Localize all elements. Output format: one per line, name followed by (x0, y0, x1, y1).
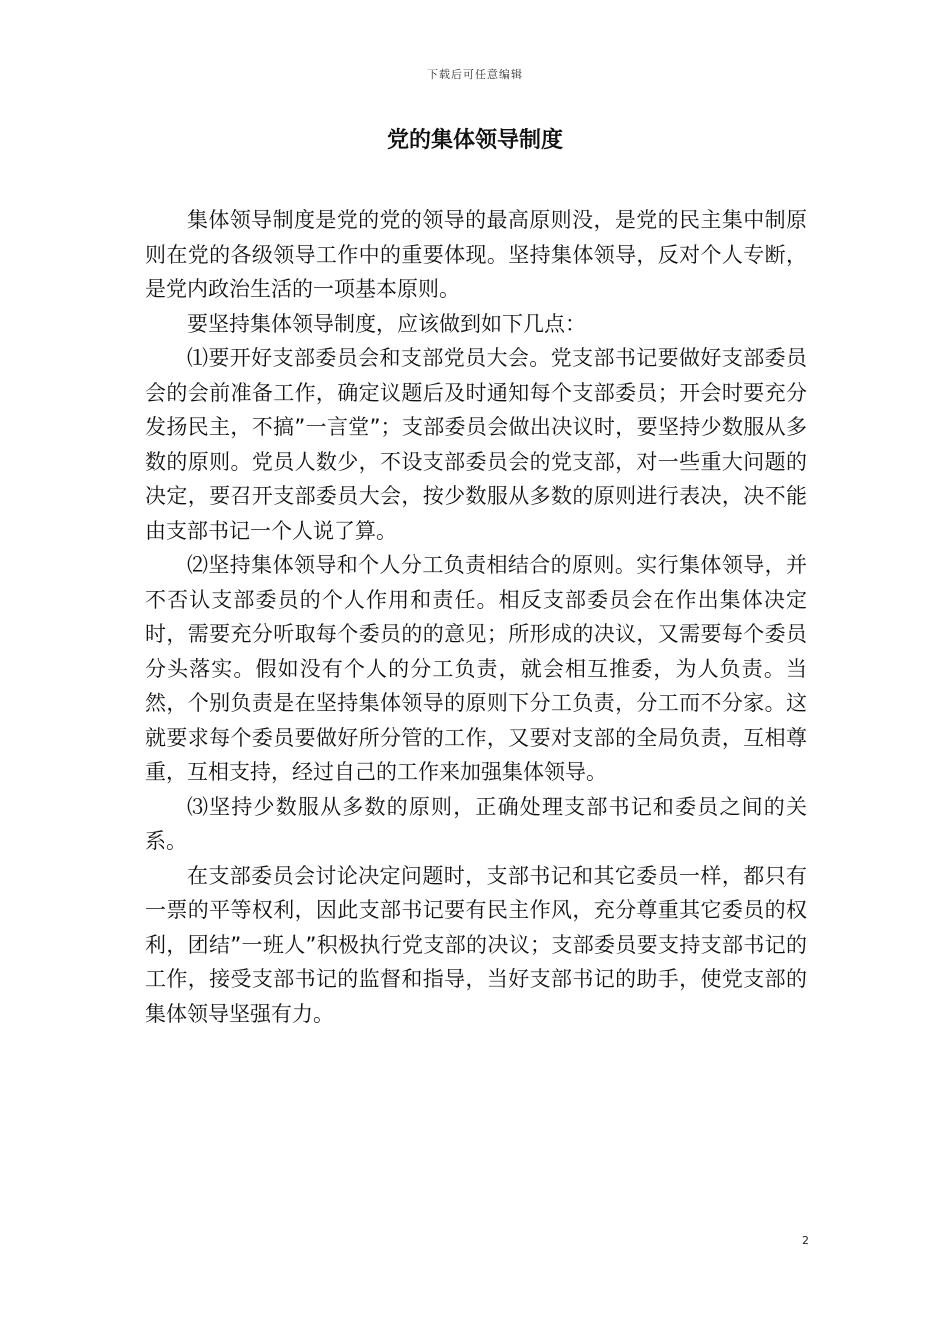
paragraph-requirements-lead: 要坚持集体领导制度，应该做到如下几点： (187, 311, 586, 336)
paragraph-point-2: ⑵坚持集体领导和个人分工负责相结合的原则。实行集体领导，并不否认支部委员的个人作用和责任。相反支部委员会在作出集体决定时，需要充分听取每个委员的的意见；所形成的决议，又需要每个委员分头落实。假如没有个人的分工负责，就会相互推委，为人负责。当然，个别负责是在坚持集体领导的原则下分工负责，分工而不分家。这就要求每个委员要做好所分管的工作，又要对支部的全局负责，互相尊重，互相支持，经过自己的工作来加强集体领导。 (145, 553, 807, 784)
document-title: 党的集体领导制度 (386, 128, 563, 153)
page-number: 2 (802, 1234, 809, 1247)
document-body (145, 203, 807, 1031)
paragraph-conclusion: 在支部委员会讨论决定问题时，支部书记和其它委员一样，都只有一票的平等权利，因此支部书记要有民主作风，充分尊重其它委员的权利，团结”一班人”积极执行党支部的决议；支部委员要支持支部书记的工作，接受支部书记的监督和指导，当好支部书记的助手，使党支部的集体领导坚强有力。 (145, 863, 807, 1026)
paragraph-intro: 集体领导制度是党的党的领导的最高原则没，是党的民主集中制原则在党的各级领导工作中的重要体现。坚持集体领导，反对个人专断，是党内政治生活的一项基本原则。 (145, 208, 807, 301)
header-note: 下载后可任意编辑 (427, 68, 523, 81)
paragraph-point-1: ⑴要开好支部委员会和支部党员大会。党支部书记要做好支部委员会的会前准备工作，确定议题后及时通知每个支部委员；开会时要充分发扬民主，不搞”一言堂”；支部委员会做出决议时，要坚持少数服从多数的原则。党员人数少，不设支部委员会的党支部，对一些重大问题的决定，要召开支部委员大会，按少数服从多数的原则进行表决，决不能由支部书记一个人说了算。 (145, 346, 807, 543)
paragraph-point-3: ⑶坚持少数服从多数的原则，正确处理支部书记和委员之间的关系。 (145, 794, 807, 853)
